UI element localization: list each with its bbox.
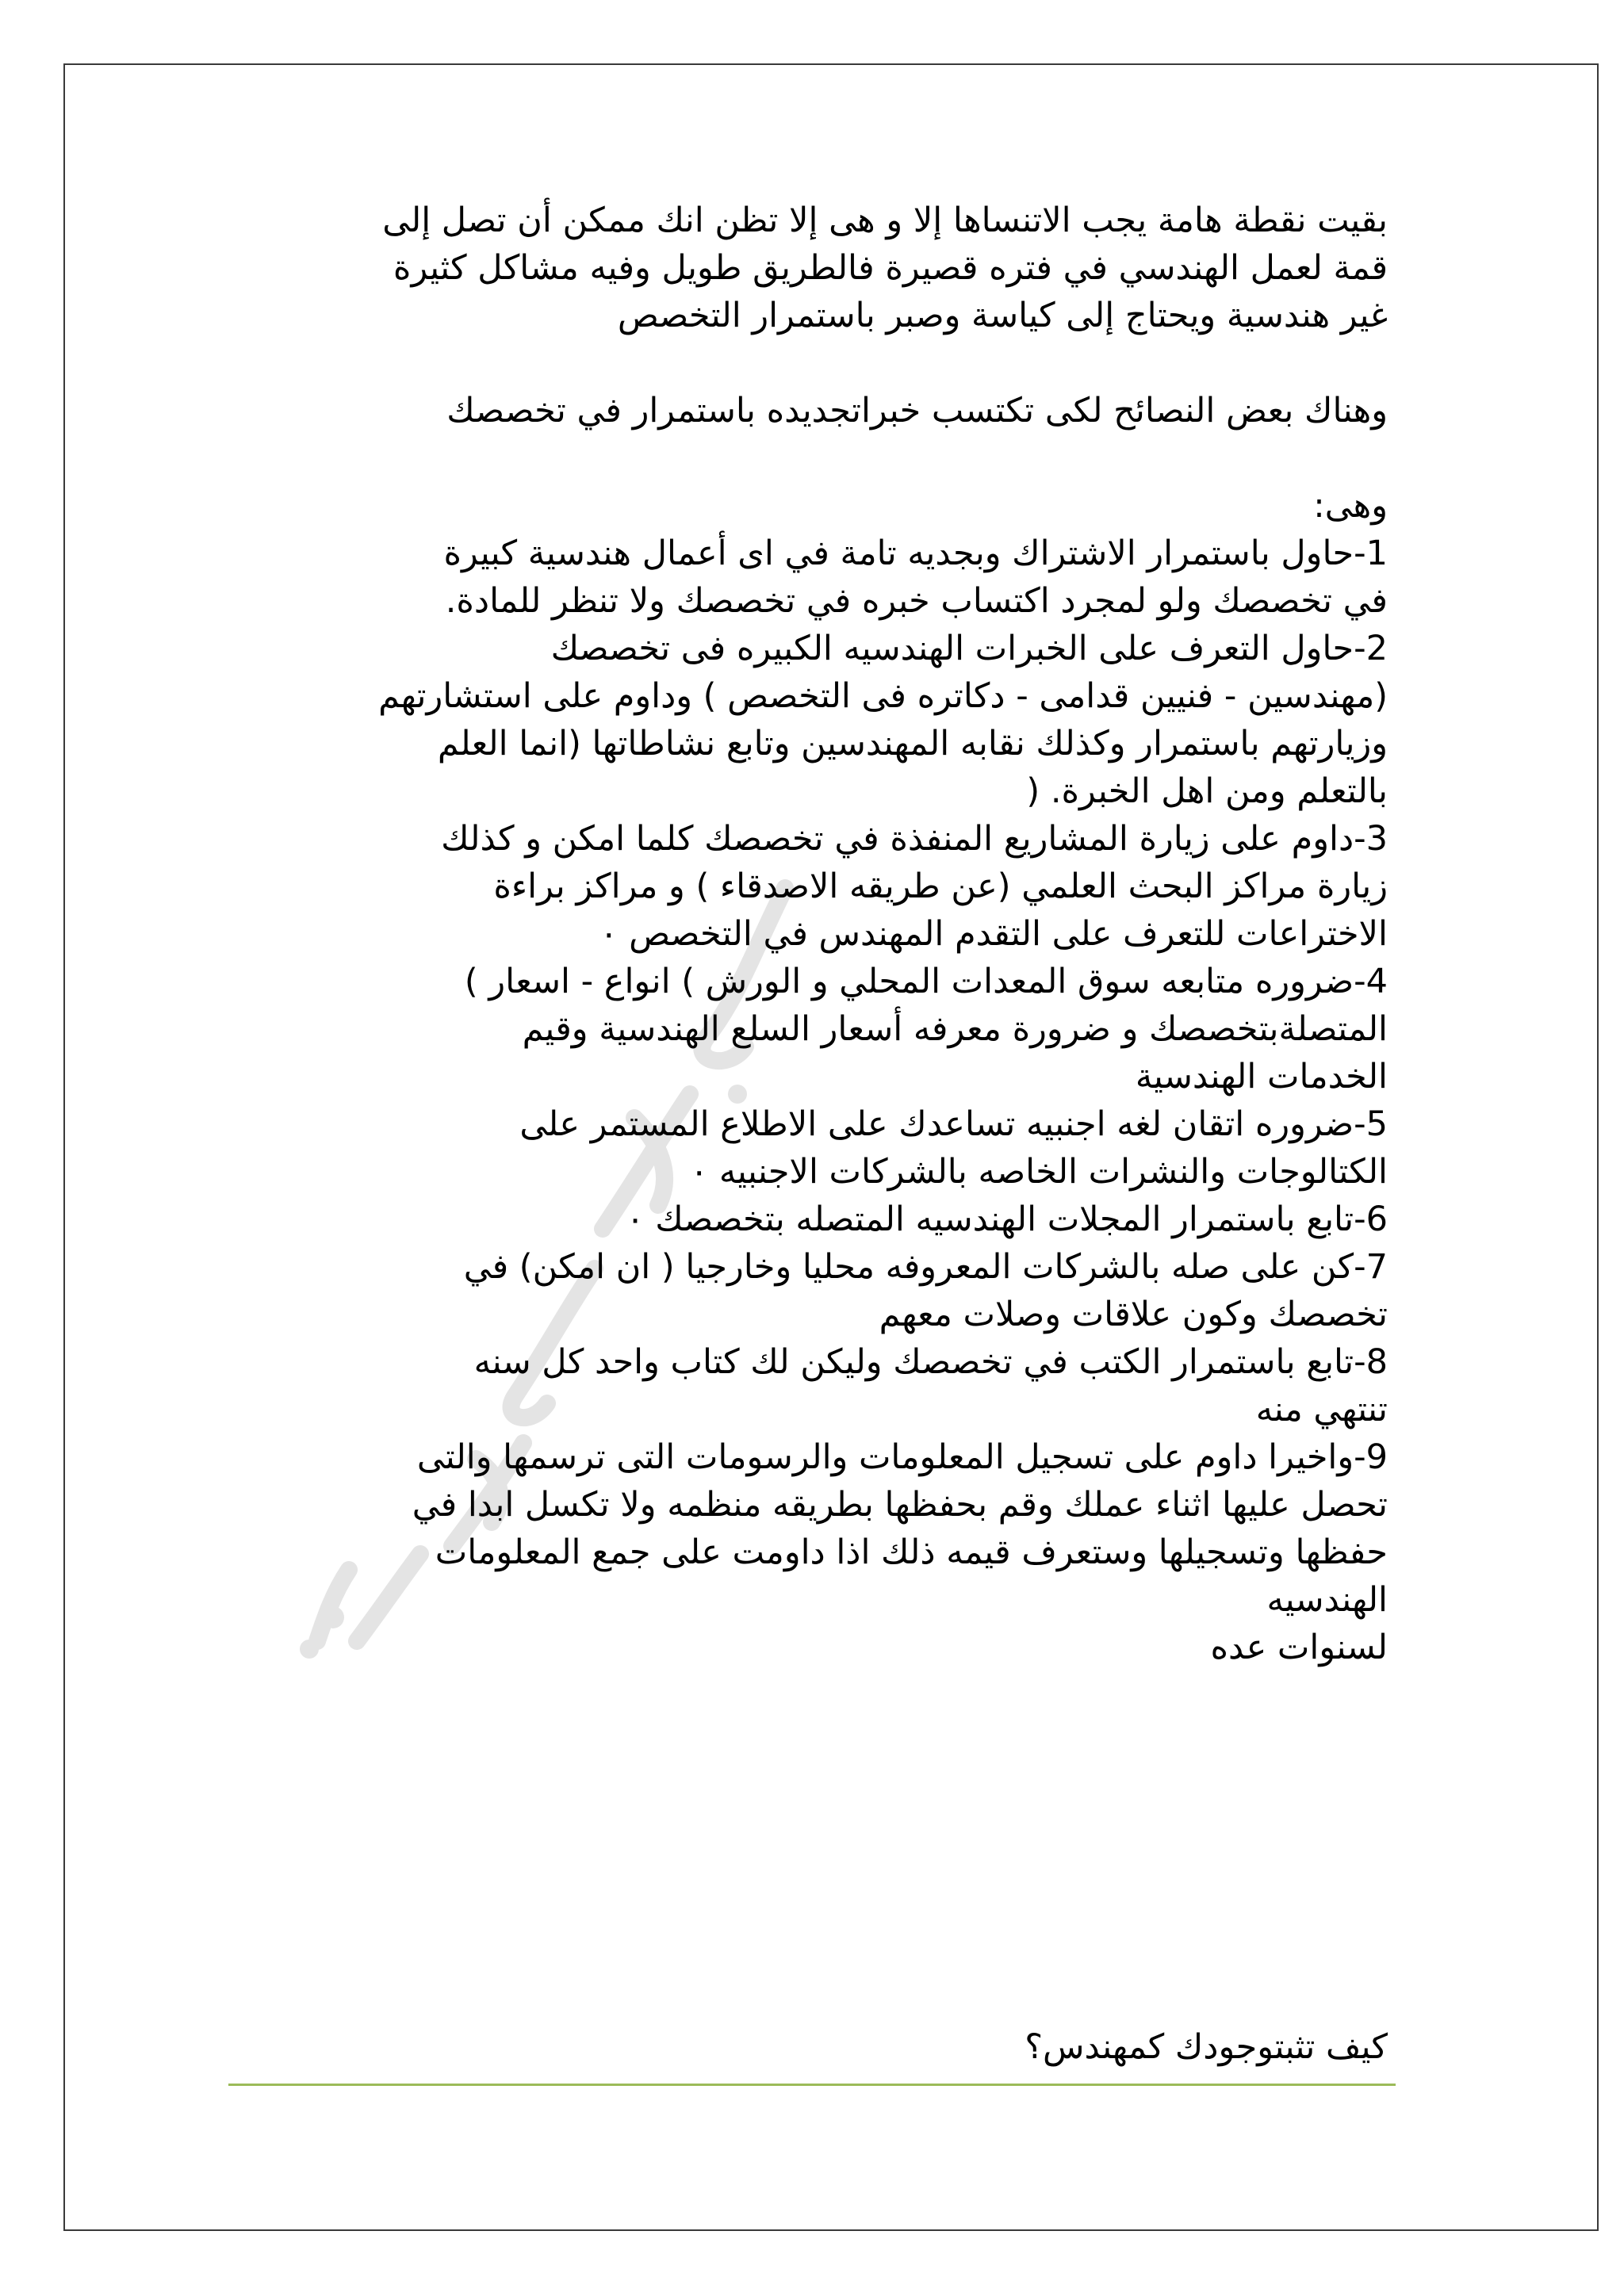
text-line: غير هندسية ويحتاج إلى كياسة وصبر باستمرار التخصص xyxy=(617,296,1388,335)
list-line: المتصلةبتخصصك و ضرورة معرفه أسعار السلع الهندسية وقيم xyxy=(522,1009,1388,1049)
list-line: لسنوات عده xyxy=(1210,1628,1388,1667)
list-line: 1-حاول باستمرار الاشتراك وبجديه تامة في اى أعمال هندسية كبيرة xyxy=(443,534,1388,573)
list-line: 4-ضروره متابعه سوق المعدات المحلي و الورش ) انواع - اسعار ) xyxy=(464,962,1388,1001)
list-line: وزيارتهم باستمرار وكذلك نقابه المهندسين وتابع نشاطاتها (انما العلم xyxy=(437,724,1388,763)
list-line: تحصل عليها اثناء عملك وقم بحفظها بطريقه منظمه ولا تكسل ابدا في xyxy=(412,1485,1388,1525)
list-line: (مهندسين - فنيين قدامى - دكاتره فى التخصص ) وداوم على استشارتهم xyxy=(378,676,1388,716)
list-line: 8-تابع باستمرار الكتب في تخصصك وليكن لك كتاب واحد كل سنه xyxy=(473,1342,1388,1382)
list-line: تنتهي منه xyxy=(1255,1390,1388,1429)
text-line: قمة لعمل الهندسي في فتره قصيرة فالطريق طويل وفيه مشاكل كثيرة xyxy=(393,248,1388,288)
closing-question: كيف تثبتوجودك كمهندس؟ xyxy=(1025,2027,1388,2067)
intro-paragraph xyxy=(270,197,1388,339)
list-line: 6-تابع باستمرار المجلات الهندسيه المتصله بتخصصك ٠ xyxy=(626,1200,1388,1239)
list-line: 3-داوم على زيارة المشاريع المنفذة في تخصصك كلما امكن و كذلك xyxy=(441,819,1388,859)
body-text xyxy=(270,197,1388,1671)
list-line: 5-ضروره اتقان لغه اجنبيه تساعدك على الاطلاع المستمر على xyxy=(519,1104,1388,1144)
advice-intro-paragraph: وهناك بعض النصائح لكى تكتسب خبراتجديده باستمرار في تخصصك xyxy=(446,391,1388,430)
list-line: زيارة مراكز البحث العلمي (عن طريقه الاصدقاء ) و مراكز براءة xyxy=(493,867,1388,906)
list-line: الهندسيه xyxy=(1266,1580,1388,1620)
list-line: 7-كن على صله بالشركات المعروفه محليا وخارجيا ( ان امكن) في xyxy=(463,1247,1388,1287)
list-intro: وهى: xyxy=(1313,486,1388,526)
list-line: الاختراعات للتعرف على التقدم المهندس في التخصص ٠ xyxy=(599,914,1388,954)
list-line: بالتعلم ومن اهل الخبرة. ( xyxy=(1026,771,1388,811)
list-line: 9-واخيرا داوم على تسجيل المعلومات والرسومات التى ترسمها والتى xyxy=(416,1437,1388,1477)
text-line: بقيت نقطة هامة يجب الاتنساها إلا و هى إلا تظن انك ممكن أن تصل إلى xyxy=(382,201,1388,240)
list-line: تخصصك وكون علاقات وصلات معهم xyxy=(879,1295,1388,1334)
advice-list xyxy=(270,530,1388,1671)
list-line: الكتالوجات والنشرات الخاصه بالشركات الاجنبيه ٠ xyxy=(690,1152,1388,1192)
list-line: الخدمات الهندسية xyxy=(1135,1057,1388,1096)
footer-rule xyxy=(228,2084,1396,2086)
list-line: 2-حاول التعرف على الخبرات الهندسيه الكبيره فى تخصصك xyxy=(550,629,1388,668)
list-line: في تخصصك ولو لمجرد اكتساب خبره في تخصصك ولا تنظر للمادة. xyxy=(445,581,1388,621)
list-line: حفظها وتسجيلها وستعرف قيمه ذلك اذا داومت على جمع المعلومات xyxy=(435,1533,1388,1572)
